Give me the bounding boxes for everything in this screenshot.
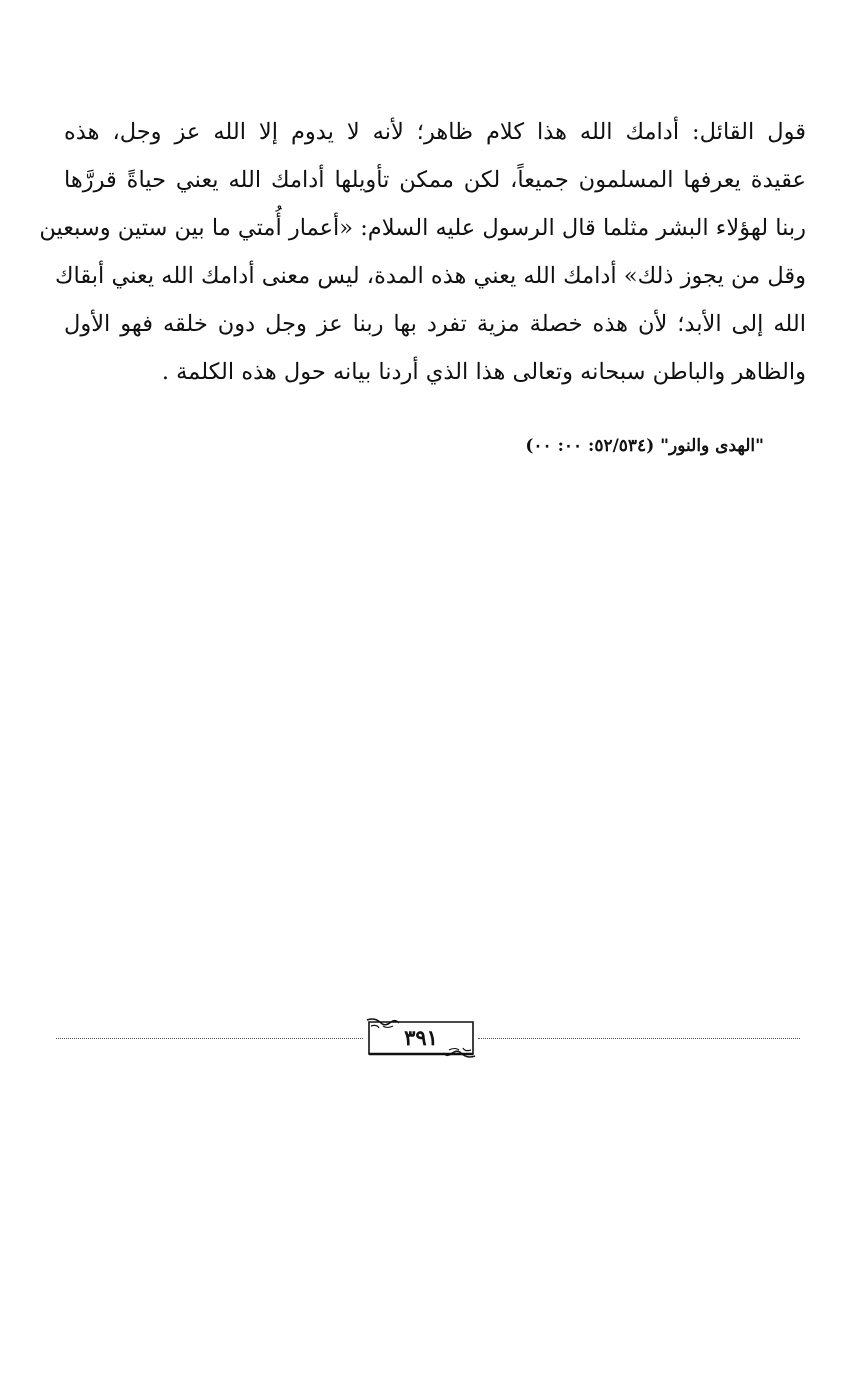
paragraph-line: وقل من يجوز ذلك» أدامك الله يعني هذه المدة، ليس معنى أدامك الله يعني أبقاك: [55, 263, 806, 289]
source-citation: "الهدى والنور" (٥٢/٥٣٤: ٠٠: ٠٠): [525, 436, 764, 456]
page-number-frame: [365, 1018, 477, 1058]
paragraph-line: والظاهر والباطن سبحانه وتعالى هذا الذي أردنا بيانه حول هذه الكلمة .: [161, 359, 806, 385]
paragraph-line: عقيدة يعرفها المسلمون جميعاً، لكن ممكن تأويلها أدامك الله يعني حياةً قررَّها: [64, 167, 806, 193]
paragraph-line: ربنا لهؤلاء البشر مثلما قال الرسول عليه السلام: «أعمار أُمتي ما بين ستين وسبعين: [39, 215, 806, 241]
footer-rule-left: [56, 1038, 363, 1039]
page-footer: [56, 1016, 800, 1062]
footer-rule-right: [478, 1038, 800, 1039]
page-number: ٣٩١: [404, 1025, 438, 1050]
paragraph-line: قول القائل: أدامك الله هذا كلام ظاهر؛ لأنه لا يدوم إلا الله عز وجل، هذه: [64, 119, 806, 145]
paragraph-line: الله إلى الأبد؛ لأن هذه خصلة مزية تفرد بها ربنا عز وجل دون خلقه فهو الأول: [64, 311, 806, 337]
paragraph: [39, 108, 806, 396]
